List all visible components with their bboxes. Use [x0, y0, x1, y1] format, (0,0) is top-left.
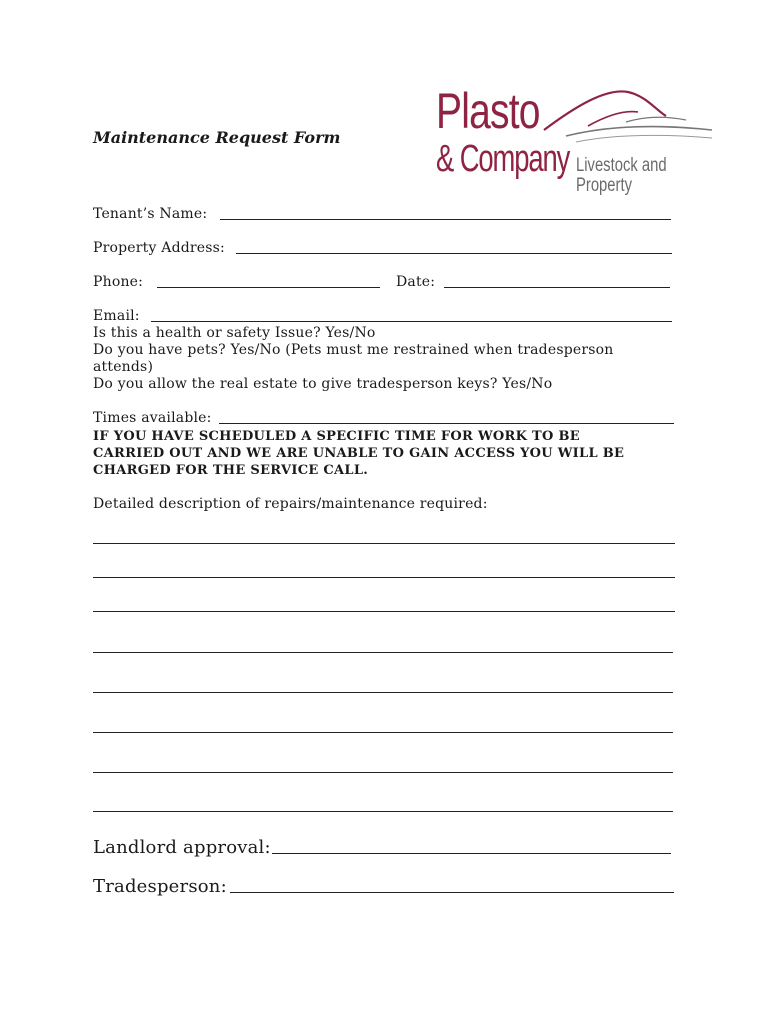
tenant-name-label: Tenant’s Name: — [93, 206, 208, 222]
description-line[interactable] — [93, 732, 673, 733]
landlord-approval-field[interactable] — [272, 853, 671, 854]
landlord-approval-label: Landlord approval: — [93, 837, 271, 858]
warning-line-3: CHARGED FOR THE SERVICE CALL. — [93, 463, 369, 478]
pets-question-continued: attends) — [93, 359, 154, 375]
description-line[interactable] — [93, 652, 673, 653]
description-line[interactable] — [93, 811, 673, 812]
description-line[interactable] — [93, 577, 675, 578]
date-label: Date: — [396, 274, 436, 290]
phone-field[interactable] — [157, 287, 380, 288]
tradesperson-field[interactable] — [230, 892, 674, 893]
description-line[interactable] — [93, 543, 675, 544]
times-available-label: Times available: — [93, 410, 212, 426]
health-safety-question: Is this a health or safety Issue? Yes/No — [93, 325, 376, 341]
company-logo — [436, 83, 726, 196]
warning-line-2: CARRIED OUT AND WE ARE UNABLE TO GAIN ACCESS YOU WILL BE — [93, 446, 625, 461]
logo-wordmark-plasto: Plasto — [436, 83, 540, 139]
form-title: Maintenance Request Form — [93, 128, 341, 147]
email-label: Email: — [93, 308, 140, 324]
property-address-field[interactable] — [236, 253, 672, 254]
tradesperson-label: Tradesperson: — [93, 876, 227, 897]
property-address-label: Property Address: — [93, 240, 225, 256]
description-line[interactable] — [93, 772, 673, 773]
description-line[interactable] — [93, 611, 675, 612]
phone-label: Phone: — [93, 274, 144, 290]
logo-tagline: Livestock and Property — [576, 155, 667, 196]
keys-question: Do you allow the real estate to give tradesperson keys? Yes/No — [93, 376, 553, 392]
pets-question: Do you have pets? Yes/No (Pets must me restrained when tradesperson — [93, 342, 614, 358]
email-field[interactable] — [151, 321, 672, 322]
date-field[interactable] — [444, 287, 670, 288]
logo-wordmark-company: & Company — [436, 138, 570, 180]
mountain-icon — [536, 86, 716, 146]
tenant-name-field[interactable] — [220, 219, 671, 220]
description-label: Detailed description of repairs/maintenance required: — [93, 496, 488, 512]
description-line[interactable] — [93, 692, 673, 693]
warning-line-1: IF YOU HAVE SCHEDULED A SPECIFIC TIME FOR WORK TO BE — [93, 429, 580, 444]
times-available-field[interactable] — [219, 423, 674, 424]
